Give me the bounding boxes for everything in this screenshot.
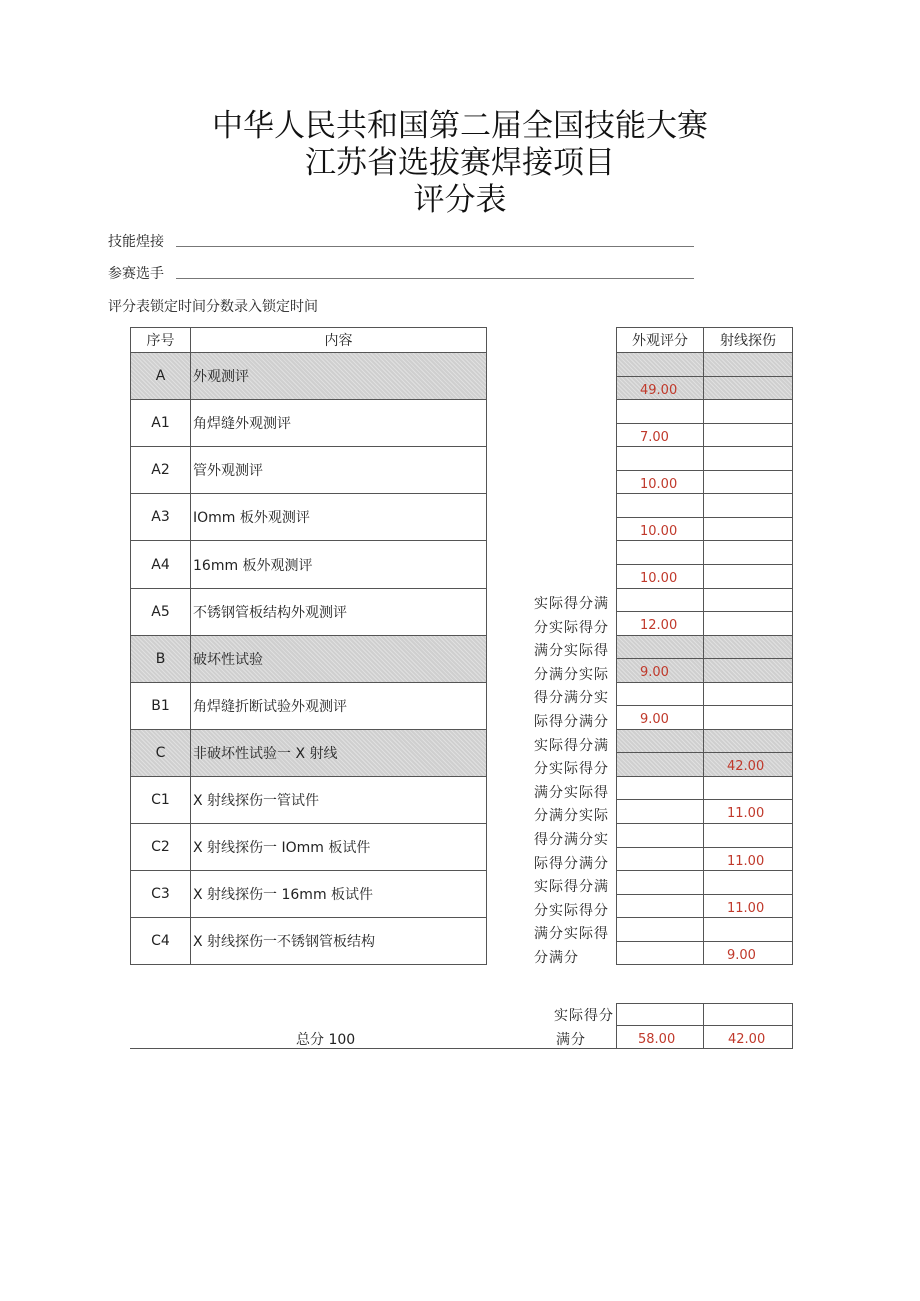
field-line-skill[interactable] xyxy=(176,246,694,247)
xray-cell xyxy=(703,470,793,494)
visual-cell xyxy=(616,752,704,777)
total-visual-value: 58.00 xyxy=(638,1032,676,1047)
title-line-1: 中华人民共和国第二届全国技能大赛 xyxy=(212,108,708,144)
row-no: B xyxy=(130,635,191,683)
visual-cell xyxy=(616,870,704,895)
visual-cell xyxy=(616,540,704,565)
row-no: C xyxy=(130,729,191,777)
row-content: 角焊缝折断试验外观测评 xyxy=(190,682,487,730)
side-label: 得分满分实 xyxy=(534,690,609,706)
visual-value: 10.00 xyxy=(640,477,678,492)
visual-value: 10.00 xyxy=(640,571,678,586)
visual-cell xyxy=(616,635,704,659)
visual-cell xyxy=(616,446,704,471)
side-label: 分实际得分 xyxy=(534,903,609,919)
visual-cell xyxy=(616,588,704,612)
visual-value: 10.00 xyxy=(640,524,678,539)
xray-cell xyxy=(703,917,793,942)
xray-cell xyxy=(703,705,793,730)
row-no: B1 xyxy=(130,682,191,730)
visual-cell xyxy=(616,682,704,706)
visual-cell xyxy=(616,823,704,848)
row-content: 非破坏性试验一 X 射线 xyxy=(190,729,487,777)
row-content: 外观测评 xyxy=(190,352,487,400)
xray-cell xyxy=(703,399,793,424)
visual-cell xyxy=(616,799,704,824)
total-visual-cell-top xyxy=(616,1003,704,1026)
header-content: 内容 xyxy=(190,327,487,353)
side-label: 实际得分满 xyxy=(534,596,609,612)
title-line-2: 江苏省选拔赛焊接项目 xyxy=(305,145,615,181)
xray-cell xyxy=(703,682,793,706)
xray-cell xyxy=(703,635,793,659)
lock-note: 评分表锁定时间分数录入锁定时间 xyxy=(108,299,318,315)
row-content: 管外观测评 xyxy=(190,446,487,494)
side-label: 分实际得分 xyxy=(534,620,609,636)
xray-cell xyxy=(703,588,793,612)
xray-value: 11.00 xyxy=(727,806,765,821)
side-label: 分实际得分 xyxy=(534,761,609,777)
row-no: C4 xyxy=(130,917,191,965)
visual-cell xyxy=(616,917,704,942)
visual-cell xyxy=(616,894,704,918)
xray-value: 11.00 xyxy=(727,854,765,869)
row-no: C1 xyxy=(130,776,191,824)
visual-value: 9.00 xyxy=(640,712,669,727)
total-xray-cell-top xyxy=(703,1003,793,1026)
xray-cell xyxy=(703,729,793,753)
xray-cell xyxy=(703,517,793,541)
row-content: X 射线探伤一 16mm 板试件 xyxy=(190,870,487,918)
row-no: A2 xyxy=(130,446,191,494)
total-xray-value: 42.00 xyxy=(728,1032,766,1047)
xray-cell xyxy=(703,352,793,377)
xray-cell xyxy=(703,611,793,636)
visual-cell xyxy=(616,776,704,800)
row-content: X 射线探伤一 IOmm 板试件 xyxy=(190,823,487,871)
side-label: 分满分 xyxy=(534,950,579,966)
visual-value: 12.00 xyxy=(640,618,678,633)
row-content: 不锈钢管板结构外观测评 xyxy=(190,588,487,636)
side-label: 实际得分满 xyxy=(534,879,609,895)
row-no: A xyxy=(130,352,191,400)
visual-cell xyxy=(616,493,704,518)
total-side-1: 实际得分 xyxy=(554,1008,614,1024)
xray-cell xyxy=(703,564,793,589)
xray-cell xyxy=(703,823,793,848)
visual-cell xyxy=(616,729,704,753)
side-label: 分满分实际 xyxy=(534,667,609,683)
field-label-skill: 技能煌接 xyxy=(108,234,164,250)
xray-cell xyxy=(703,376,793,400)
xray-cell xyxy=(703,658,793,683)
side-label: 满分实际得 xyxy=(534,785,609,801)
field-line-contestant[interactable] xyxy=(176,278,694,279)
visual-cell xyxy=(616,399,704,424)
side-label: 得分满分实 xyxy=(534,832,609,848)
xray-value: 9.00 xyxy=(727,948,756,963)
side-label: 际得分满分 xyxy=(534,856,609,872)
xray-cell xyxy=(703,423,793,447)
header-xray: 射线探伤 xyxy=(703,327,793,353)
row-no: C3 xyxy=(130,870,191,918)
visual-value: 7.00 xyxy=(640,430,669,445)
visual-cell xyxy=(616,941,704,965)
side-label: 际得分满分 xyxy=(534,714,609,730)
row-content: X 射线探伤一管试件 xyxy=(190,776,487,824)
side-label: 分满分实际 xyxy=(534,808,609,824)
xray-value: 42.00 xyxy=(727,759,765,774)
xray-cell xyxy=(703,776,793,800)
xray-cell xyxy=(703,446,793,471)
xray-cell xyxy=(703,870,793,895)
visual-value: 9.00 xyxy=(640,665,669,680)
total-underline xyxy=(130,1048,616,1049)
xray-cell xyxy=(703,493,793,518)
side-label: 实际得分满 xyxy=(534,738,609,754)
row-content: 角焊缝外观测评 xyxy=(190,399,487,447)
title-line-3: 评分表 xyxy=(413,182,507,218)
field-label-contestant: 参赛选手 xyxy=(108,266,164,282)
row-content: X 射线探伤一不锈钢管板结构 xyxy=(190,917,487,965)
row-no: A5 xyxy=(130,588,191,636)
header-no: 序号 xyxy=(130,327,191,353)
row-no: A1 xyxy=(130,399,191,447)
visual-cell xyxy=(616,352,704,377)
xray-value: 11.00 xyxy=(727,901,765,916)
side-label: 满分实际得 xyxy=(534,643,609,659)
row-content: 破坏性试验 xyxy=(190,635,487,683)
row-no: C2 xyxy=(130,823,191,871)
xray-cell xyxy=(703,540,793,565)
row-content: 16mm 板外观测评 xyxy=(190,540,487,589)
side-label: 满分实际得 xyxy=(534,926,609,942)
visual-cell xyxy=(616,847,704,871)
total-label: 总分 100 xyxy=(296,1032,356,1048)
row-content: IOmm 板外观测评 xyxy=(190,493,487,541)
row-no: A4 xyxy=(130,540,191,589)
header-visual: 外观评分 xyxy=(616,327,704,353)
visual-value: 49.00 xyxy=(640,383,678,398)
row-no: A3 xyxy=(130,493,191,541)
total-side-2: 满分 xyxy=(556,1032,586,1048)
